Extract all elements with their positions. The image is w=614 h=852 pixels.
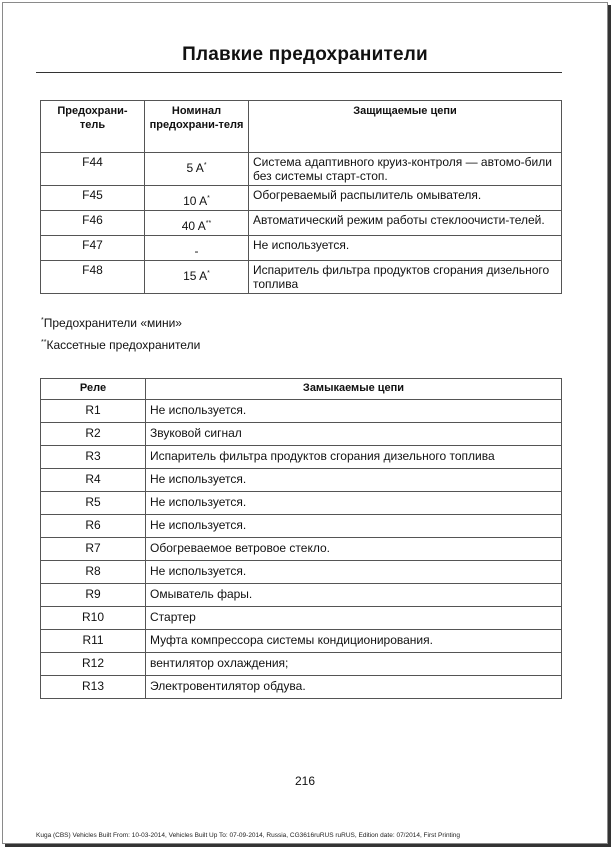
fuse-rating	[145, 211, 249, 236]
fuse-circuit: Система адаптивного круиз-контроля — автомо-били без системы старт-стоп.	[249, 153, 562, 186]
relay-circuit: Не используется.	[146, 515, 562, 538]
fuse-rating	[145, 261, 249, 294]
table-row	[41, 261, 562, 294]
relay-id: R6	[41, 515, 146, 538]
relay-table-header	[41, 379, 562, 400]
fuse-id: F45	[41, 186, 145, 211]
note-mark: **	[41, 339, 47, 346]
relay-circuit: Испаритель фильтра продуктов сгорания дизельного топлива	[146, 446, 562, 469]
fuse-rating	[145, 186, 249, 211]
rating-value: 5 A	[186, 161, 204, 175]
relay-circuit: вентилятор охлаждения;	[146, 653, 562, 676]
relay-id: R8	[41, 561, 146, 584]
fuse-id: F47	[41, 236, 145, 261]
rating-value: -	[194, 244, 199, 258]
relay-circuit: Омыватель фары.	[146, 584, 562, 607]
relay-id: R11	[41, 630, 146, 653]
rating-mark: **	[205, 220, 212, 227]
relay-circuit: Муфта компрессора системы кондиционирования.	[146, 630, 562, 653]
fuse-id: F48	[41, 261, 145, 294]
relay-circuit: Стартер	[146, 607, 562, 630]
relay-circuit: Не используется.	[146, 492, 562, 515]
fuse-table-header	[41, 101, 562, 153]
note-mark: *	[41, 317, 44, 324]
note-text: Кассетные предохранители	[46, 338, 201, 352]
table-row	[41, 676, 562, 699]
relay-table-body	[41, 400, 562, 699]
rating-mark: *	[207, 270, 210, 277]
table-row	[41, 446, 562, 469]
relay-id: R13	[41, 676, 146, 699]
table-row	[41, 538, 562, 561]
rating-value: 15 A	[183, 269, 208, 283]
fuse-table-body	[41, 153, 562, 294]
note-mini-fuses	[41, 316, 182, 330]
fuse-table	[40, 100, 562, 294]
fuse-id: F46	[41, 211, 145, 236]
relay-id: R4	[41, 469, 146, 492]
relay-circuit: Не используется.	[146, 400, 562, 423]
rating-mark: *	[207, 195, 210, 202]
relay-id: R7	[41, 538, 146, 561]
relay-id: R1	[41, 400, 146, 423]
fuse-circuit: Испаритель фильтра продуктов сгорания дизельного топлива	[249, 261, 562, 294]
table-row	[41, 400, 562, 423]
header-closed-circuits: Замыкаемые цепи	[146, 379, 562, 400]
footer-edition-info: Kuga (CBS) Vehicles Built From: 10-03-2014, Vehicles Built Up To: 07-09-2014, Russia, CG3616ruRUS ruRUS, Edition date: 07/2014, First Printing	[36, 832, 461, 839]
header-rating: Номинал предохрани-теля	[145, 101, 249, 153]
page-number: 216	[294, 774, 316, 788]
table-row	[41, 515, 562, 538]
fuse-id: F44	[41, 153, 145, 186]
page-title: Плавкие предохранители	[182, 44, 428, 65]
relay-id: R2	[41, 423, 146, 446]
table-row	[41, 630, 562, 653]
relay-id: R5	[41, 492, 146, 515]
header-fuse: Предохрани-тель	[41, 101, 145, 153]
note-cartridge-fuses	[41, 338, 200, 352]
note-text: Предохранители «мини»	[43, 316, 182, 330]
table-row	[41, 186, 562, 211]
relay-id: R9	[41, 584, 146, 607]
relay-circuit: Не используется.	[146, 561, 562, 584]
relay-id: R3	[41, 446, 146, 469]
fuse-rating	[145, 153, 249, 186]
fuse-rating	[145, 236, 249, 261]
relay-circuit: Звуковой сигнал	[146, 423, 562, 446]
relay-id: R12	[41, 653, 146, 676]
relay-circuit: Не используется.	[146, 469, 562, 492]
fuse-circuit: Автоматический режим работы стеклоочисти-телей.	[249, 211, 562, 236]
table-row	[41, 469, 562, 492]
table-row	[41, 561, 562, 584]
rating-mark: *	[203, 162, 207, 169]
table-row	[41, 423, 562, 446]
header-relay: Реле	[41, 379, 146, 400]
header-protected-circuits: Защищаемые цепи	[249, 101, 562, 153]
fuse-circuit: Обогреваемый распылитель омывателя.	[249, 186, 562, 211]
manual-page	[2, 2, 608, 844]
rating-value: 10 A	[183, 194, 208, 208]
table-row	[41, 211, 562, 236]
table-row	[41, 653, 562, 676]
title-divider	[36, 72, 562, 73]
relay-id: R10	[41, 607, 146, 630]
relay-circuit: Электровентилятор обдува.	[146, 676, 562, 699]
relay-table	[40, 378, 562, 699]
relay-circuit: Обогреваемое ветровое стекло.	[146, 538, 562, 561]
table-row	[41, 492, 562, 515]
table-row	[41, 236, 562, 261]
fuse-circuit: Не используется.	[249, 236, 562, 261]
rating-value: 40 A	[181, 219, 206, 233]
table-row	[41, 584, 562, 607]
table-row	[41, 607, 562, 630]
table-row	[41, 153, 562, 186]
